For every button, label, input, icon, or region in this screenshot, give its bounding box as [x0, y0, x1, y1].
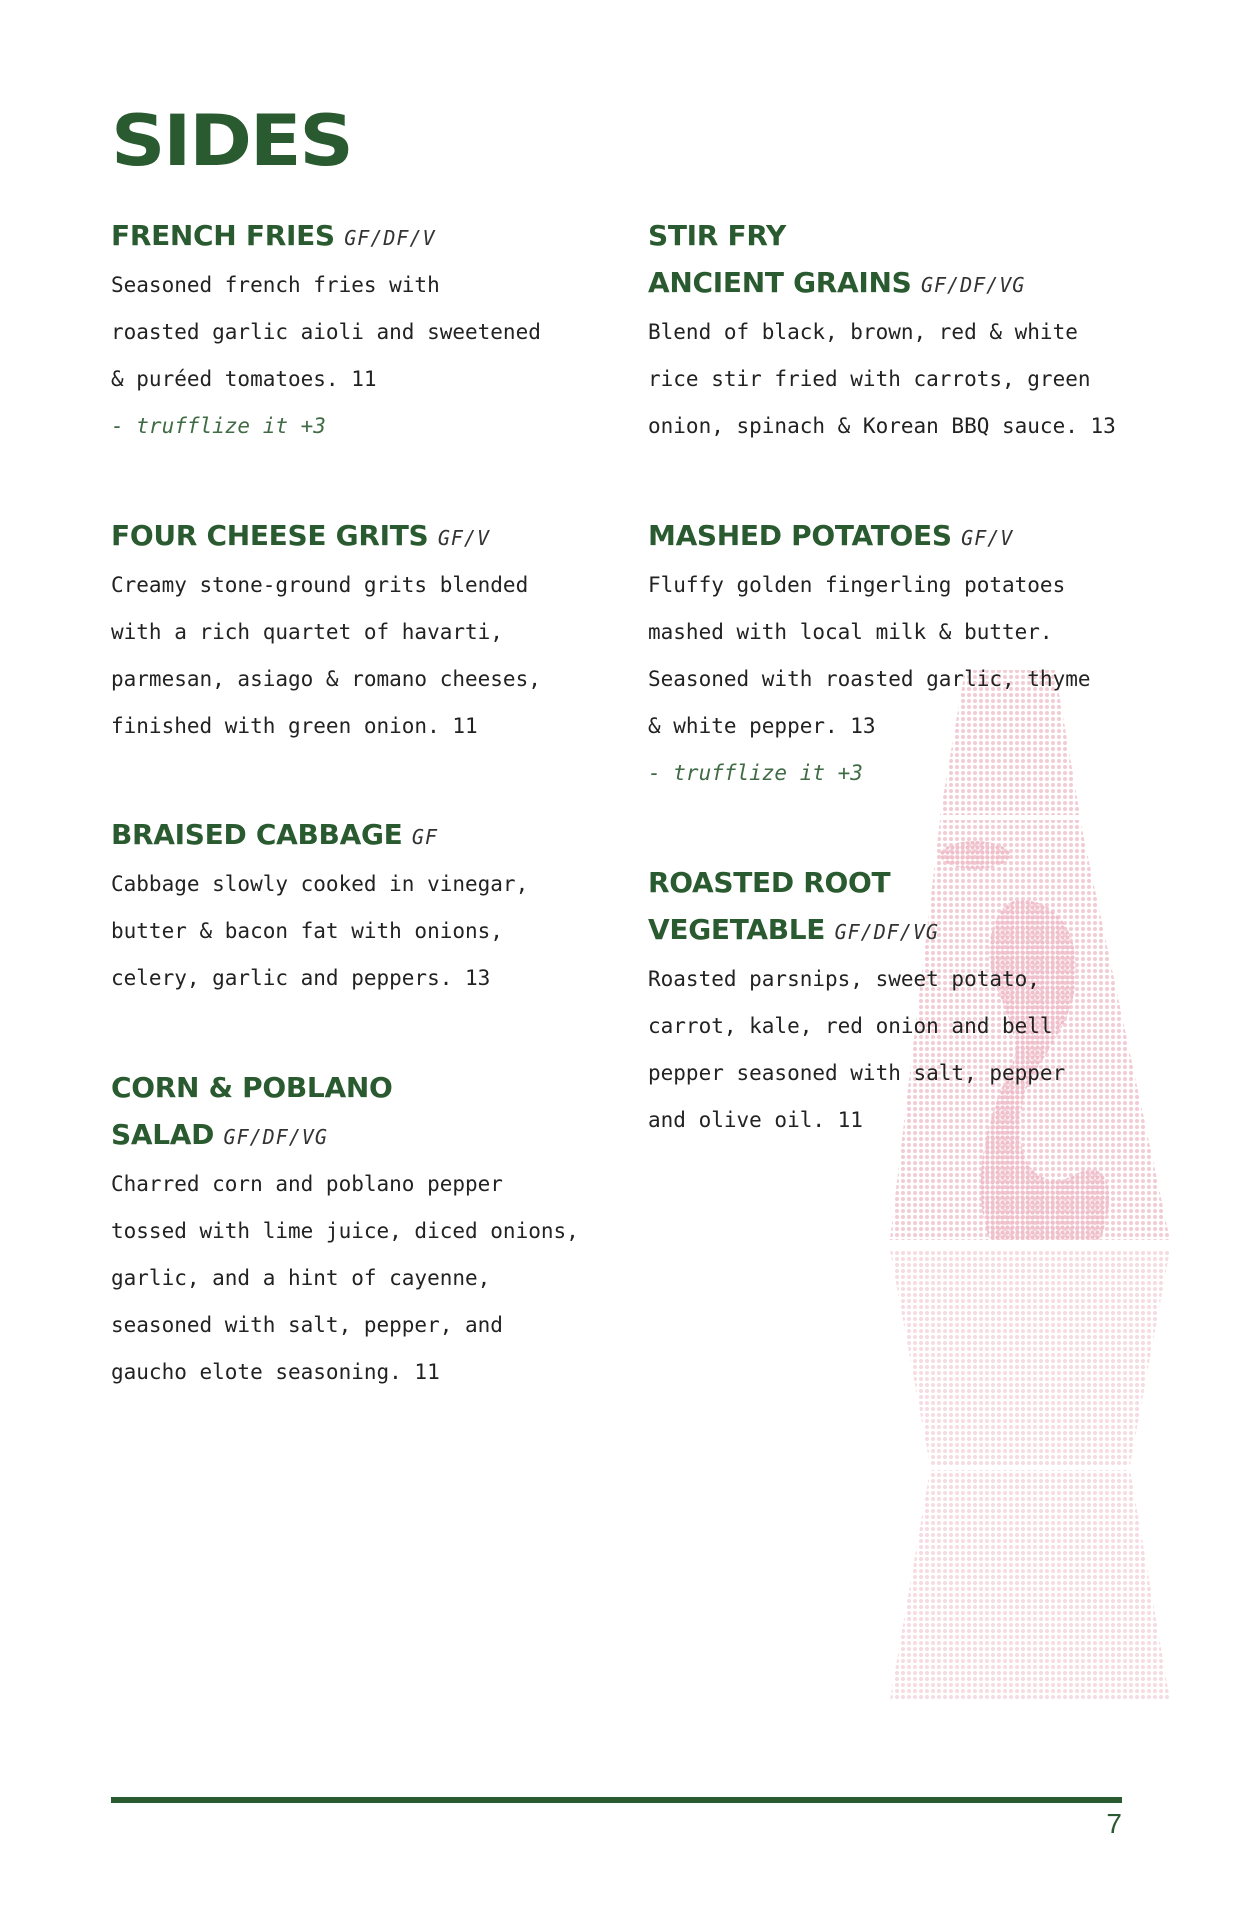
menu-item-mashed-potatoes	[648, 512, 1168, 797]
item-description: Cabbage slowly cooked in vinegar, butter & bacon fat with onions, celery, garlic and peppers. 13	[111, 872, 529, 990]
item-title: MASHED POTATOES	[648, 519, 952, 552]
menu-item-corn-poblano-salad	[111, 1064, 651, 1396]
item-name-line2	[111, 1111, 651, 1161]
page-number: 7	[1106, 1808, 1122, 1839]
item-note: - trufflize it +3	[648, 761, 863, 785]
item-name-line1: ROASTED ROOT	[648, 866, 891, 899]
dietary-tags: GF/DF/V	[344, 226, 436, 250]
menu-item-four-cheese-grits	[111, 512, 631, 750]
item-title: ANCIENT GRAINS	[648, 266, 912, 299]
menu-item-roasted-root-vegetable	[648, 859, 1168, 1144]
item-title: FRENCH FRIES	[111, 219, 335, 252]
item-note: - trufflize it +3	[111, 414, 326, 438]
item-name-line2	[648, 259, 1168, 309]
item-title: SALAD	[111, 1118, 215, 1151]
item-description: Roasted parsnips, sweet potato, carrot, kale, red onion and bell pepper seasoned with salt, pepper and olive oil. 11	[648, 967, 1066, 1132]
item-description: Charred corn and poblano pepper tossed with lime juice, diced onions, garlic, and a hint of cayenne, seasoned with salt, pepper, and gaucho elote seasoning. 11	[111, 1172, 579, 1384]
item-title: VEGETABLE	[648, 913, 826, 946]
item-name	[111, 811, 631, 861]
item-name-line1: CORN & POBLANO	[111, 1071, 393, 1104]
lava-lamp-illustration	[870, 650, 1170, 1700]
item-name	[111, 212, 631, 262]
menu-item-stir-fry-ancient-grains	[648, 212, 1168, 450]
item-description: Seasoned french fries with roasted garlic aioli and sweetened & puréed tomatoes. 11	[111, 273, 541, 391]
item-name	[648, 512, 1168, 562]
dietary-tags: GF/V	[961, 526, 1014, 550]
dietary-tags: GF/V	[437, 526, 491, 550]
menu-item-french-fries	[111, 212, 631, 450]
dietary-tags: GF	[411, 825, 439, 849]
item-description: Creamy stone-ground grits blended with a rich quartet of havarti, parmesan, asiago & romano cheeses, finished with green onion. 11	[111, 573, 541, 738]
menu-item-braised-cabbage	[111, 811, 631, 1002]
item-description: Blend of black, brown, red & white rice stir fried with carrots, green onion, spinach & Korean BBQ sauce. 13	[648, 320, 1116, 438]
dietary-tags: GF/DF/VG	[223, 1125, 328, 1149]
dietary-tags: GF/DF/VG	[920, 273, 1026, 297]
dietary-tags: GF/DF/VG	[834, 920, 939, 944]
item-name	[111, 512, 631, 562]
item-name-line1: STIR FRY	[648, 219, 787, 252]
page-title: SIDES	[111, 100, 352, 182]
item-title: FOUR CHEESE GRITS	[111, 519, 429, 552]
item-description: Fluffy golden fingerling potatoes mashed with local milk & butter. Seasoned with roasted garlic, thyme & white pepper. 13	[648, 573, 1091, 738]
footer-divider	[111, 1797, 1122, 1803]
item-title: BRAISED CABBAGE	[111, 818, 403, 851]
item-name-line2	[648, 906, 1168, 956]
